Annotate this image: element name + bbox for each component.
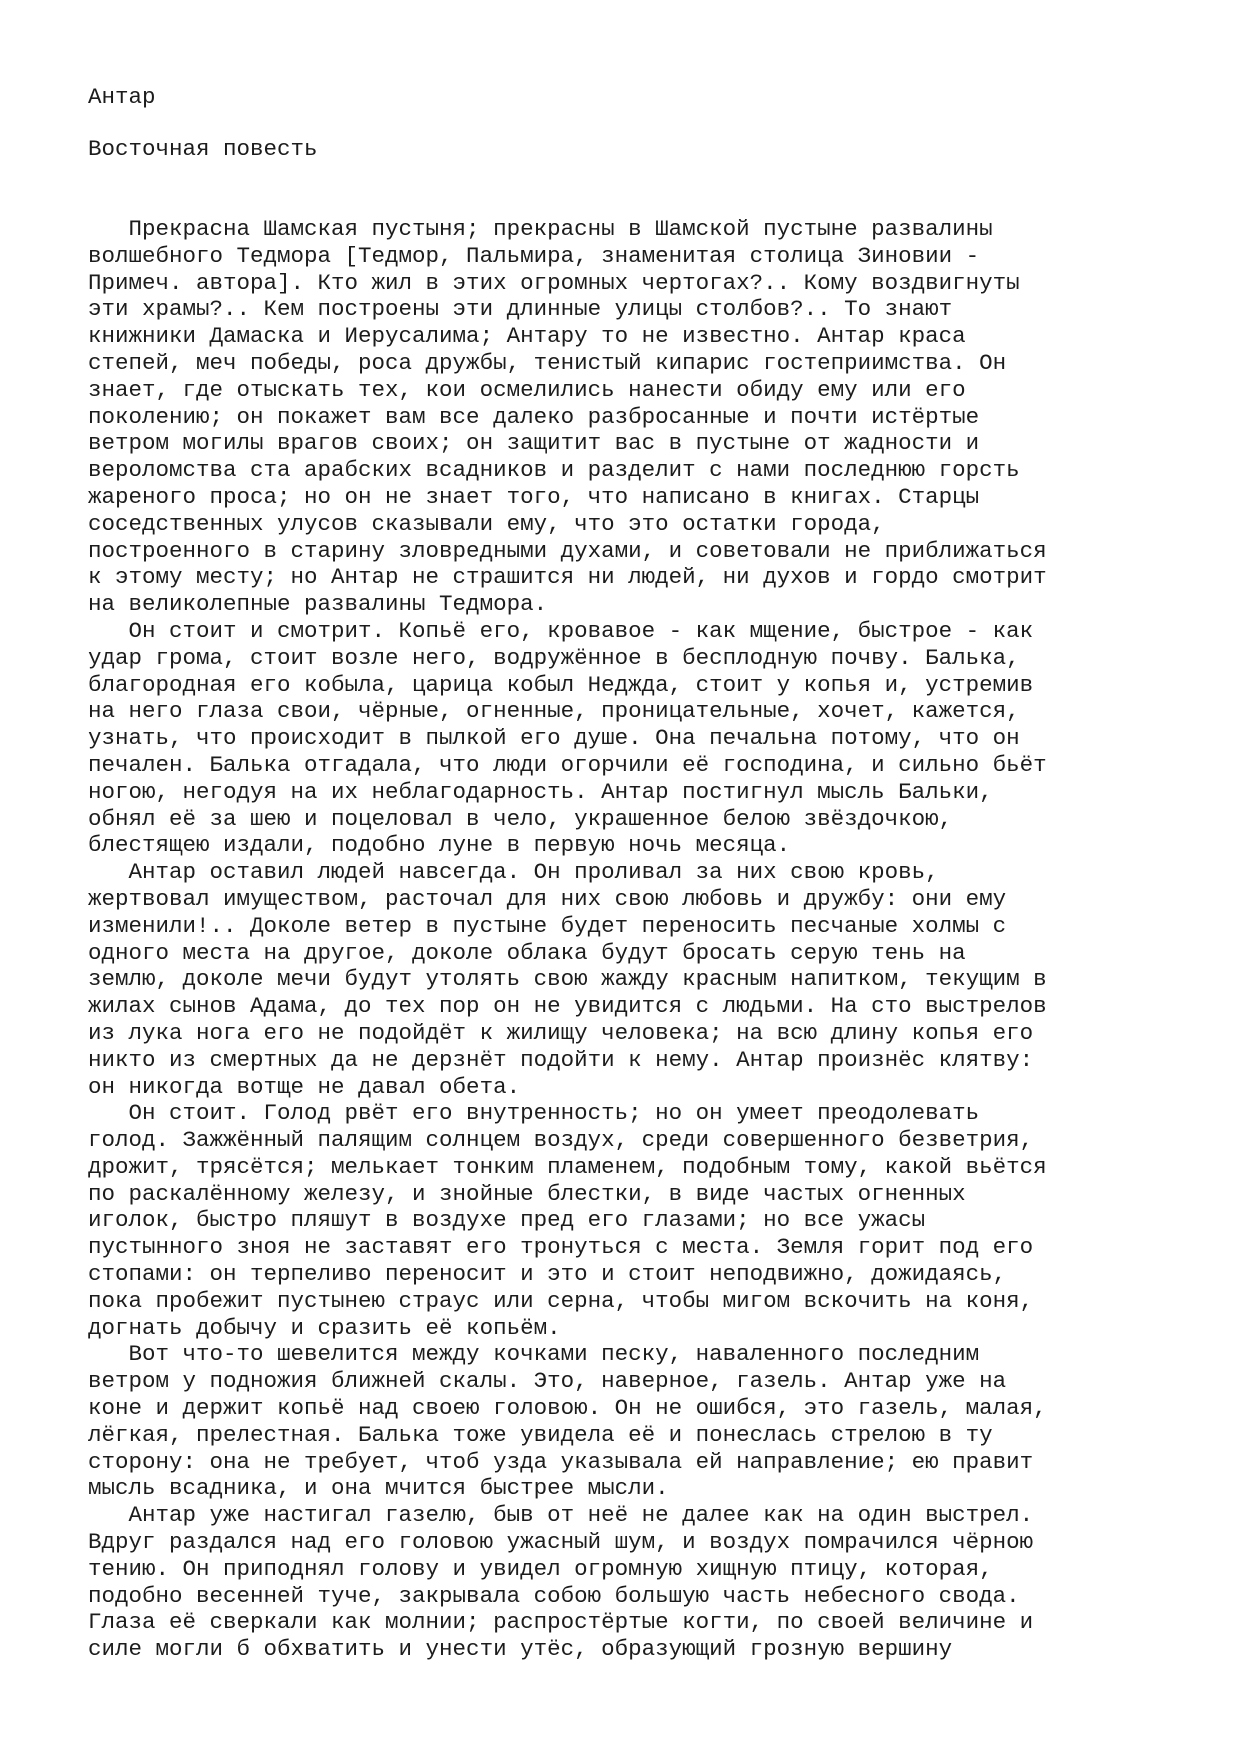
paragraph-2: Он стоит и смотрит. Копьё его, кровавое - как мщение, быстрое - как удар грома, стоит возле него, водружённое в бесплодную почву. Балька, благородная его кобыла, царица кобыл Неджда, стоит у копья и, устремив на него глаза свои, чёрные, огненные, проницательные, хочет, кажется, узнать, что происходит в пылкой его душе. Она печальна потому, что он печален. Балька отгадала, что люди огорчили её господина, и сильно бьёт ногою, негодуя на их неблагодарность. Антар постигнул мысль Бальки, обнял её за шею и поцеловал в чело, украшенное белою звёздочкою, блестящею издали, подобно луне в первую ночь месяца. (88, 617, 1047, 859)
paragraph-4: Он стоит. Голод рвёт его внутренность; но он умеет преодолевать голод. Зажжённый палящим солнцем воздух, среди совершенного безветрия, дрожит, трясётся; мелькает тонким пламенем, подобным тому, какой вьётся по раскалённому железу, и знойные блестки, в виде частых огненных иголок, быстро пляшут в воздухе пред его глазами; но все ужасы пустынного зноя не заставят его тронуться с места. Земля горит под его стопами: он терпеливо переносит и это и стоит неподвижно, дожидаясь, пока пробежит пустынею страус или серна, чтобы мигом вскочить на коня, догнать добычу и сразить её копьём. (88, 1100, 1047, 1341)
paragraph-3: Антар оставил людей навсегда. Он проливал за них свою кровь, жертвовал имуществом, расточал для них свою любовь и дружбу: они ему изменили!.. Доколе ветер в пустыне будет переносить песчаные холмы с одного места на другое, доколе облака будут бросать серую тень на землю, доколе мечи будут утолять свою жажду красным напитком, текущим в жилах сынов Адама, до тех пор он не увидится с людьми. На сто выстрелов из лука нога его не подойдёт к жилищу человека; на всю длину копья его никто из смертных да не дерзнёт подойти к нему. Антар произнёс клятву: он никогда вотще не давал обета. (88, 859, 1047, 1100)
paragraph-6: Антар уже настигал газелю, быв от неё не далее как на один выстрел. Вдруг раздался над его головою ужасный шум, и воздух помрачился чёрною тению. Он приподнял голову и увидел огромную хищную птицу, которая, подобно весенней туче, закрывала собою большую часть небесного свода. Глаза её сверкали как молнии; распростёртые когти, по своей величине и силе могли б обхватить и унести утёс, образующий грозную вершину (88, 1502, 1034, 1663)
paragraph-5: Вот что-то шевелится между кочками песку, наваленного последним ветром у подножия ближней скалы. Это, наверное, газель. Антар уже на коне и держит копьё над своею головою. Он не ошибся, это газель, малая, лёгкая, прелестная. Балька тоже увидела её и понеслась стрелою в ту сторону: она не требует, чтоб узда указывала ей направление; ею правит мысль всадника, и она мчится быстрее мысли. (88, 1341, 1047, 1502)
document-body (88, 216, 1208, 1663)
document-title: Антар (88, 84, 156, 110)
document-subtitle: Восточная повесть (88, 136, 318, 162)
paragraph-1: Прекрасна Шамская пустыня; прекрасны в Шамской пустыне развалины волшебного Тедмора [Тедмор, Пальмира, знаменитая столица Зиновии - Примеч. автора]. Кто жил в этих огромных чертогах?.. Кому воздвигнуты эти храмы?.. Кем построены эти длинные улицы столбов?.. То знают книжники Дамаска и Иерусалима; Антару то не известно. Антар краса степей, меч победы, роса дружбы, тенистый кипарис гостеприимства. Он знает, где отыскать тех, кои осмелились нанести обиду ему или его поколению; он покажет вам все далеко разбросанные и почти истёртые ветром могилы врагов своих; он защитит вас в пустыне от жадности и вероломства ста арабских всадников и разделит с нами последнюю горсть жареного проса; но он не знает того, что написано в книгах. Старцы соседственных улусов сказывали ему, что это остатки города, построенного в старину зловредными духами, и советовали не приближаться к этому месту; но Антар не страшится ни людей, ни духов и гордо смотрит на великолепные развалины Тедмора. (88, 216, 1047, 618)
